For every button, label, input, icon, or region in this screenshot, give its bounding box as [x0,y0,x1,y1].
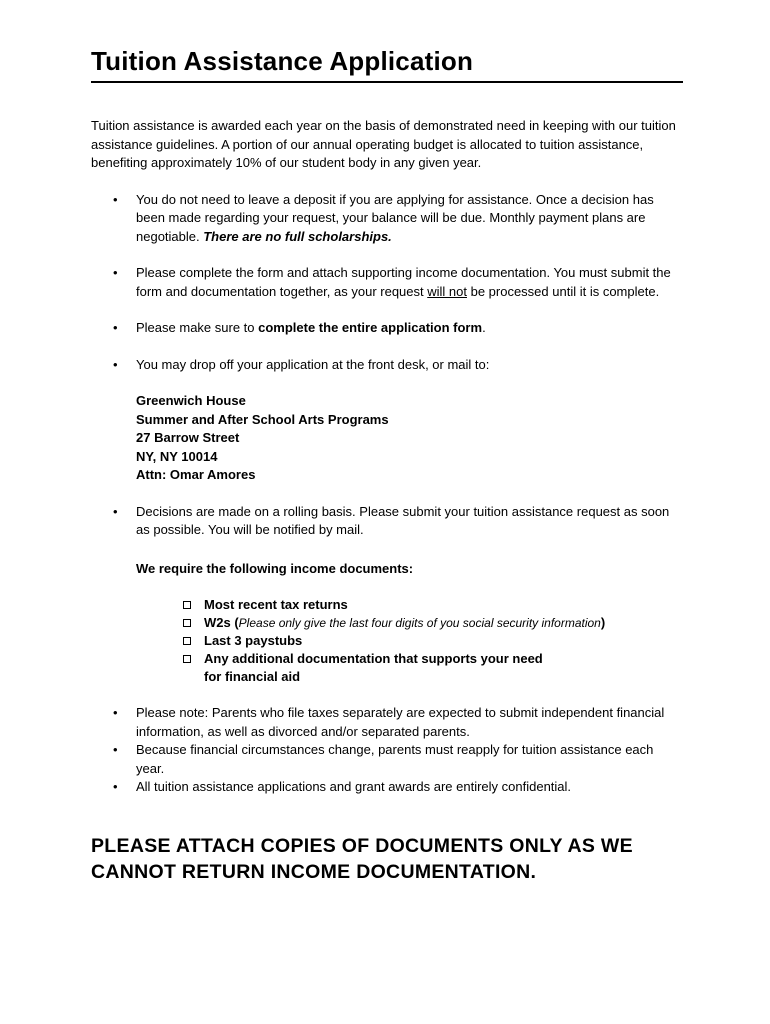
document-label: Last 3 paystubs [204,633,303,648]
info-list [91,191,682,797]
attach-copies-notice [91,833,682,885]
address-line: Attn: Omar Amores [136,467,256,482]
list-item-separate-taxes [91,704,682,741]
checkbox-bullet-icon [183,637,191,645]
address-line: Summer and After School Arts Programs [136,411,389,427]
entire-form-text-a: Please make sure to [136,320,259,335]
will-not-text: will not [427,283,467,299]
mailing-address [136,392,682,485]
document-item [136,614,682,632]
checkbox-bullet-icon [183,655,191,663]
list-item-mail [91,356,682,485]
document-note: Please only give the last four digits of you social security information [238,616,601,630]
bullet-icon: • [113,265,118,280]
complete-form-text-a: Please complete the form and attach supporting income documentation. You must submit the form and documentation together, as your request [136,265,671,299]
document-label: Most recent tax returns [204,597,348,612]
page-title: Tuition Assistance Application [91,46,474,76]
bullet-icon: • [113,356,118,372]
bullet-icon: • [113,191,118,207]
document-label: W2s ( [204,615,239,630]
document-item [136,596,682,614]
list-item-decisions [91,503,682,687]
checkbox-bullet-icon [183,619,191,627]
bullet-icon: • [113,503,118,519]
list-item-reapply [91,741,682,778]
notice-line: CANNOT RETURN INCOME DOCUMENTATION. [91,860,537,883]
separate-taxes-text: Please note: Parents who file taxes separately are expected to submit independent financial information, as well as divorced and/or separated parents. [136,705,665,739]
required-documents-heading: We require the following income documents: [136,560,414,576]
list-item-complete-form [91,264,682,301]
bullet-icon: • [113,779,118,794]
bullet-icon: • [113,320,118,335]
document-item [136,650,682,686]
document-item [136,632,682,650]
address-line: 27 Barrow Street [136,430,240,445]
document-label: Any additional documentation that supports your need [204,651,543,666]
confidential-text: All tuition assistance applications and grant awards are entirely confidential. [136,779,572,794]
bullet-icon: • [113,742,118,757]
list-item-entire-form [91,319,682,338]
intro-paragraph: Tuition assistance is awarded each year on the basis of demonstrated need in keeping with our tuition assistance guidelines. A portion of our annual operating budget is allocated to tuition assistance, benefiting approximately 10% of our student body in any given year. [91,118,676,170]
required-documents-list [136,596,682,686]
entire-form-bold: complete the entire application form [258,320,483,335]
no-scholarships-text: There are no full scholarships. [203,228,392,244]
notice-line: PLEASE ATTACH COPIES OF DOCUMENTS ONLY AS WE [91,834,633,857]
mail-text: You may drop off your application at the front desk, or mail to: [136,356,490,372]
deposit-text: You do not need to leave a deposit if you are applying for assistance. Once a decision has been made regarding your request, your balance will be due. Monthly payment plans are negotiable. [136,191,654,244]
decisions-text: Decisions are made on a rolling basis. Please submit your tuition assistance request as soon as possible. You will be notified by mail. [136,503,670,537]
reapply-text: Because financial circumstances change, parents must reapply for tuition assistance each year. [136,742,654,776]
list-item-deposit [91,191,682,247]
address-line: NY, NY 10014 [136,448,218,464]
checkbox-bullet-icon [183,601,191,609]
title-rule [91,81,683,83]
list-item-confidential [91,778,682,797]
entire-form-text-b: . [482,320,486,335]
document-label-continued: for financial aid [204,669,301,684]
bullet-icon: • [113,705,118,720]
address-line: Greenwich House [136,393,246,408]
complete-form-text-b: be processed until it is complete. [466,283,660,299]
document-label-close: ) [600,615,606,630]
